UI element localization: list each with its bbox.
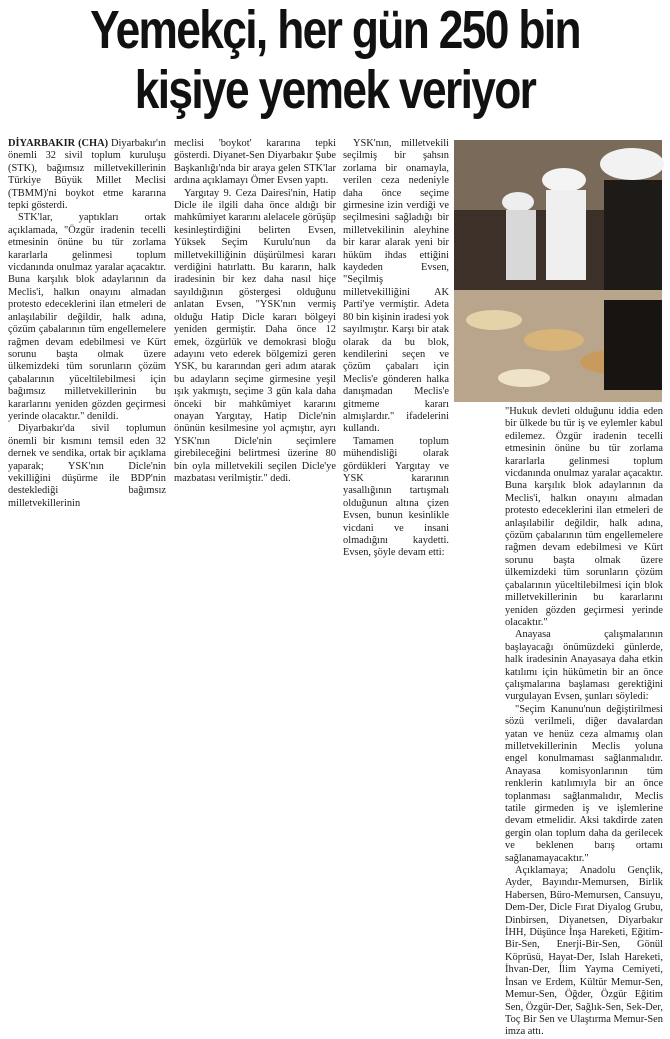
paragraph: Açıklamaya; Anadolu Gençlik, Ayder, Bayındır-Memursen, Birlik Habersen, Büro-Memursen, Cansuyu, Dem-Der, Dicle Fırat Diyalog Grubu, Dinbirsen, Diyanetsen, Diyarbakır İHH, Düşünce İnşa Hareketi, Eğitim-Bir-Sen, Enerji-Bir-Sen, Gönül Köprüsü, Hayat-Der, Islah Hareketi, İhvan-Der, İlim Yayma Cemiyeti, İnsan ve Erdem, Kültür Memur-Sen, Memur-Sen, Öğder, Özgür Eğitim Sen, Özgür-Der, Sağlık-Sen, Sek-Der, Toç Bir Sen ve Ulaştırma Memur-Sen imza attı. xyxy=(505,865,663,1038)
paragraph: meclisi 'boykot' kararına tepki gösterdi. Diyanet-Sen Diyarbakır Şube Başkanlığı'nda bir araya gelen STK'lar ardına açıklamayı Ömer Evsen yaptı. xyxy=(174,138,336,187)
article-column-4 xyxy=(505,406,663,1038)
paragraph: STK'lar, yaptıkları ortak açıklamada, "Özgür iradenin tecelli etmesinin önüne bu tür zorlama kararlarla gelinmesi toplum vicdanında onulmaz yaralar açacaktır. Buna karşılık blok adaylarının da Meclis'i, halkın onayını almadan protesto edeceklerini ilan etmeleri de anlaşılabilir değildir, halk adına, çözüm çabalarının tüm engellemelere rağmen devam edebilmesi ve Kürt sorunu başta olmak üzere ülkemizdeki tüm sorunların çözüm çabalarının yüceltilebilmesi için bağımsız milletvekillerinin bu kararlarını yeniden gözden geçirmesi yerinde olacaktır." denildi. xyxy=(8,212,166,422)
paragraph-text: Diyarbakır'ın önemli 32 sivil toplum kuruluşu (STK), bağımsız milletvekillerinin Türkiye Büyük Millet Meclisi (TBMM)'ni boykot etme kararına tepki gösterdi. xyxy=(8,138,166,212)
kitchen-staff-photo xyxy=(454,140,662,402)
paragraph: Yargıtay 9. Ceza Dairesi'nin, Hatip Dicle ile ilgili daha önce aldığı bir mahkûmiyet kararını alelacele görüşüp kesinleştirdiğini belirten Evsen, Yüksek Seçim Kurulu'nun da milletvekilliğinin düşürülmesi kararı verdiğini hatırlattı. Bu kararın, halk iradesinin bir kez daha nasıl hiçe sayıldığının göstergesi olduğunu anlatan Evsen, "YSK'nın vermiş olduğu Hatip Dicle kararı bölgeyi yeniden germiştir. Daha önce 12 emek, özgürlük ve demokrasi bloğu adayını veto ederek bölgemizi geren YSK, bu kararından geri adım atarak bu adayların seçime girmesine yeşil ışık yakmıştı, seçime 3 gün kala daha önceki bir mahkûmiyet kararını onayan Yargıtay, Hatip Dicle'nin önünün kesilmesine yol açmıştır, ayrı YSK'nın Dicle'nin seçimlere girebileceğini belirtmesi üzerine 80 bin oyla milletvekili seçilen Dicle'ye mazbatası verilmiştir." dedi. xyxy=(174,187,336,484)
article-column-1 xyxy=(8,138,166,509)
article-column-2 xyxy=(174,138,336,484)
paragraph: Anayasa çalışmalarının başlayacağı önümüzdeki günlerde, halk iradesinin Anayasaya daha etkin katılımı için hükümetin bir an önce çalışmalarına başlaması gerektiğini vurgulayan Evsen, şunları söyledi: xyxy=(505,629,663,703)
paragraph: "Seçim Kanunu'nun değiştirilmesi sözü verilmeli, diğer davalardan yatan ve henüz ceza almamış olan milletvekillerinin Meclis yoluna engel konulmaması sağlanmalıdır. Anayasa komisyonlarının tüm renklerin katılımıyla bir an önce toplanması sağlanmalıdır, Meclis tatile girmeden iş ve işlemlerine devam etmelidir. Aksi takdirde zaten gergin olan toplum daha da gerilecek ve beklenen barış ortamı sağlanamayacaktır." xyxy=(505,703,663,864)
article-column-3 xyxy=(343,138,449,559)
headline xyxy=(0,0,670,120)
paragraph: Diyarbakır'da sivil toplumun önemli bir kısmını temsil eden 32 dernek ve sendika, ortak bir açıklama yaparak; YSK'nın Dicle'nin vekilliğini düşürme ile BDP'nin desteklediği bağımsız milletvekillerinin xyxy=(8,423,166,509)
paragraph: "Hukuk devleti olduğunu iddia eden bir ülkede bu tür iş ve eylemler kabul edilemez. Özgür iradenin tecelli etmesinin önüne bu tür zorlama kararlarla gelinmesi toplum vicdanında onulmaz yaralar açacaktır. Buna karşılık blok adaylarının da Meclis'i, halkın onayını almadan protesto edeceklerini ilan etmeleri de anlaşılabilir değildir, halk adına, çözüm çabalarının tüm engellemelere rağmen devam edebilmesi ve Kürt sorunu başta olmak üzere ülkemizdeki tüm sorunların çözüm çabalarının yüceltilebilmesi için blok milletvekillerinin bu kararlarını yeniden gözden geçirmesi yerinde olacaktır." xyxy=(505,406,663,628)
paragraph: Tamamen toplum mühendisliği olarak gördükleri Yargıtay ve YSK kararının yasallığının tartışmalı olduğunun altına çizen Evsen, bunun kesinlikle vicdani ve insani olmadığını kaydetti. Evsen, şöyle devam etti: xyxy=(343,435,449,559)
photo-illustration xyxy=(454,140,662,402)
paragraph: YSK'nın, milletvekili seçilmiş bir şahsın zorlama bir onamayla, verilen ceza nedeniyle daha önce seçime girmesine izin verdiği ve seçilmesini sağladığı bir milletvekilinin aleyhine bir karar alarak yeni bir hüküm ihdas ettiğini kaydeden Evsen, "Seçilmiş milletvekilliğini AK Parti'ye vermiştir. Adeta 80 bin kişinin iradesi yok sayılmıştır. Karşı bir atak olarak da bu blok, kendilerini seçen ve çözüm çabaları için Meclis'e gönderen halka danışmadan Meclis'e gitmeme kararı almışlardır." ifadelerini kullandı. xyxy=(343,138,449,435)
dateline: DİYARBAKIR (CHA) xyxy=(8,138,109,149)
paragraph xyxy=(8,138,166,212)
headline-line-1: Yemekçi, her gün 250 bin xyxy=(90,0,580,60)
headline-line-2: kişiye yemek veriyor xyxy=(134,60,536,120)
